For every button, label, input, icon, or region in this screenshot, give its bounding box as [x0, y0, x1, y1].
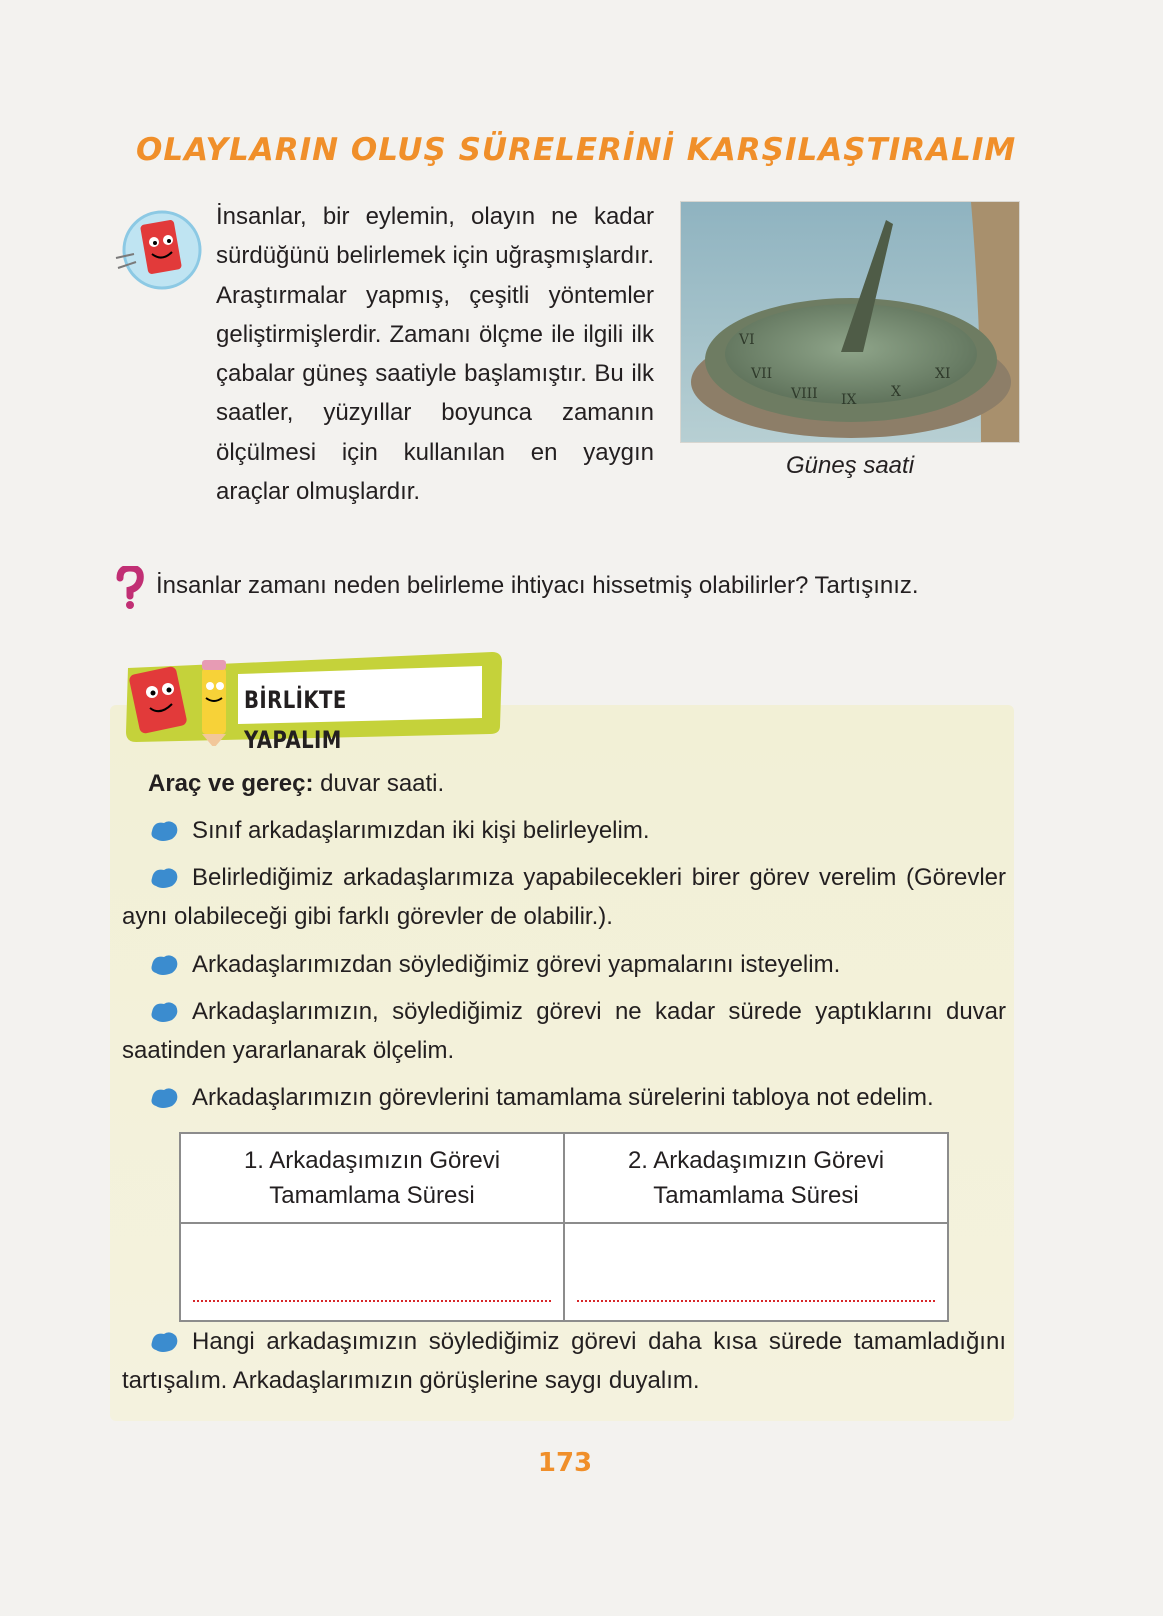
sundial-photo: [680, 201, 1020, 443]
svg-text:VII: VII: [751, 366, 773, 382]
tools-line: [148, 766, 444, 802]
tools-value: duvar saati.: [320, 770, 445, 797]
results-table: [179, 1132, 949, 1322]
question-mark-icon: [112, 566, 146, 610]
step-item: Arkadaşlarımızın, söylediğimiz görevi ne kadar sürede yaptıklarını duvar saatinden yararlanarak ölçelim.: [122, 998, 1006, 1064]
step-item: Arkadaşlarımızdan söylediğimiz görevi yapmalarını isteyelim.: [192, 951, 841, 978]
photo-caption: Güneş saati: [785, 452, 915, 479]
activity-banner-label: BİRLİKTE YAPALIM: [244, 686, 347, 754]
table-header: 1. Arkadaşımızın Görevi Tamamlama Süresi: [180, 1133, 564, 1223]
svg-text:XI: XI: [935, 366, 951, 382]
dotted-answer-line: [577, 1298, 935, 1302]
notebook-mascot-icon: [112, 208, 204, 298]
answer-cell[interactable]: [180, 1223, 564, 1321]
step-item: Sınıf arkadaşlarımızdan iki kişi belirleyelim.: [192, 817, 650, 844]
svg-text:X: X: [891, 384, 901, 400]
step-item: Hangi arkadaşımızın söylediğimiz görevi daha kısa sürede tamamladığını tartışalım. Arkadaşlarımızın görüşlerine saygı duyalım.: [122, 1328, 1006, 1394]
discussion-question: İnsanlar zamanı neden belirleme ihtiyacı hissetmiş olabilirler? Tartışınız.: [156, 572, 919, 599]
table-header: 2. Arkadaşımızın Görevi Tamamlama Süresi: [564, 1133, 948, 1223]
intro-paragraph: İnsanlar, bir eylemin, olayın ne kadar sürdüğünü belirlemek için uğraşmışlardır. Araştırmalar yapmış, çeşitli yöntemler geliştirmişlerdir. Zamanı ölçme ile ilgili ilk çabalar güneş saatiyle başlamıştır. Bu ilk saatler, yüzyıllar boyunca zamanın ölçülmesi için kullanılan en yaygın araçlar olmuşlardır.: [216, 203, 654, 506]
svg-text:VIII: VIII: [791, 386, 818, 402]
step-item: Belirlediğimiz arkadaşlarımıza yapabilecekleri birer görev verelim (Görevler aynı olabileceği gibi farklı görevler de olabilir.).: [122, 864, 1006, 930]
page-title: OLAYLARIN OLUŞ SÜRELERİNİ KARŞILAŞTIRALIM: [136, 132, 1017, 168]
svg-text:VI: VI: [739, 332, 755, 348]
answer-cell[interactable]: [564, 1223, 948, 1321]
step-item: Arkadaşlarımızın görevlerini tamamlama sürelerini tabloya not edelim.: [192, 1084, 934, 1111]
svg-text:IX: IX: [841, 392, 857, 408]
tools-label: Araç ve gereç:: [148, 770, 314, 797]
dotted-answer-line: [193, 1298, 551, 1302]
page-number: 173: [537, 1448, 593, 1478]
